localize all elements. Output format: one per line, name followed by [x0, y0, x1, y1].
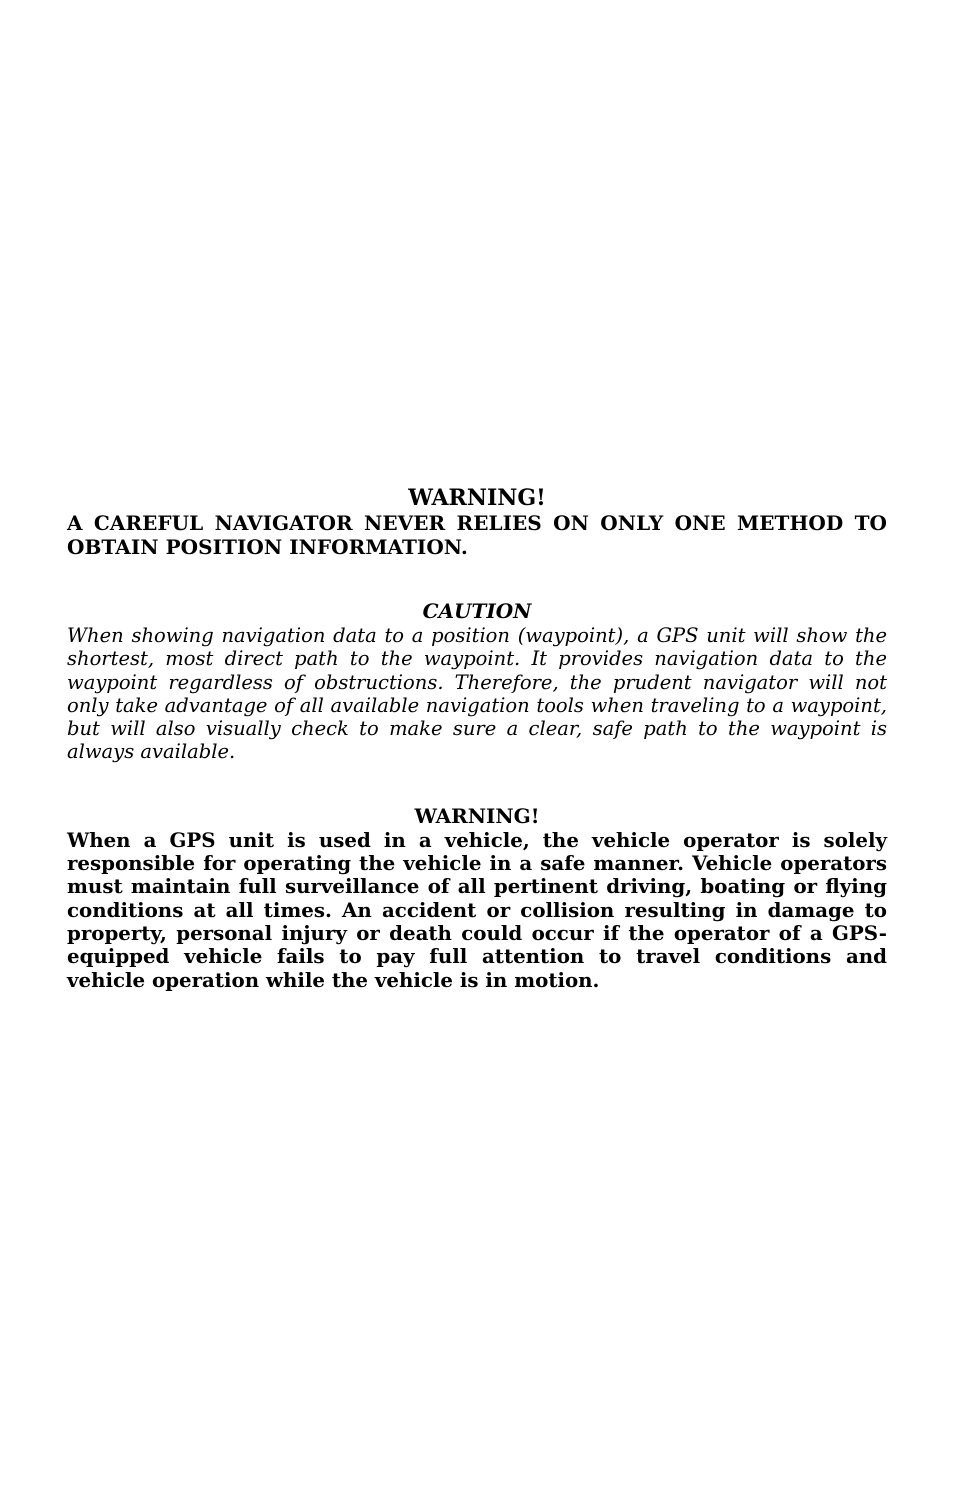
warning-heading: WARNING!	[408, 485, 546, 511]
warning-section-vehicle	[67, 804, 887, 992]
caution-section	[67, 599, 887, 764]
warning-text-vehicle: When a GPS unit is used in a vehicle, the vehicle operator is solely responsible for operating the vehicle in a safe manner. Vehicle operators must maintain full surveillance of all pertinent driving, boating or flying conditions at all times. An accident or collision resulting in damage to property, personal injury or death could occur if the operator of a GPS-equipped vehicle fails to pay full attention to travel conditions and vehicle operation while the vehicle is in motion.	[67, 827, 887, 992]
caution-text: When showing navigation data to a position (waypoint), a GPS unit will show the shortest, most direct path to the waypoint. It provides navigation data to the waypoint regardless of obstructions. Therefore, the prudent navigator will not only take advantage of all available navigation tools when traveling to a waypoint, but will also visually check to make sure a clear, safe path to the waypoint is always available.	[67, 624, 887, 764]
caution-heading: CAUTION	[422, 599, 532, 623]
warning-section-navigation	[67, 484, 887, 559]
safety-notices	[67, 484, 887, 992]
warning-text-navigation: A CAREFUL NAVIGATOR NEVER RELIES ON ONLY ONE METHOD TO OBTAIN POSITION INFORMATION.	[67, 511, 887, 559]
warning-heading: WARNING!	[414, 803, 540, 828]
